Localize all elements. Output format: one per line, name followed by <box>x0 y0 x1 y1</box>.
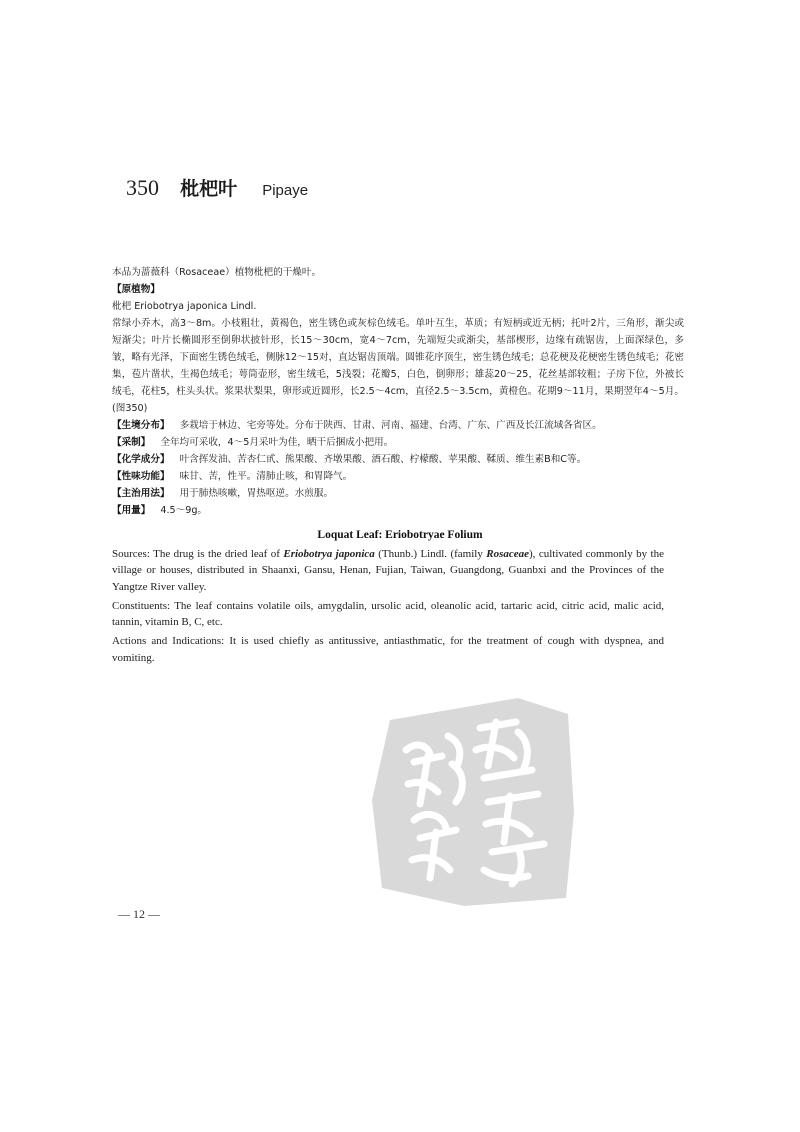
species-name: Eriobotrya japonica <box>283 548 375 560</box>
section-collection <box>112 434 684 451</box>
section-dosage <box>112 502 684 519</box>
english-title: Loquat Leaf: Eriobotryae Folium <box>317 529 483 541</box>
page-heading <box>126 174 308 201</box>
sources-text-a: Sources: The drug is the dried leaf of <box>112 548 284 560</box>
section-label-collection: 【采制】 <box>112 437 151 448</box>
section-properties <box>112 468 684 485</box>
intro-line: 本品为蔷薇科（Rosaceae）植物枇杷的干燥叶。 <box>112 267 322 278</box>
section-usage <box>112 485 684 502</box>
section-label-habitat: 【生境分布】 <box>112 420 170 431</box>
section-text-properties: 味甘、苦，性平。清肺止咳，和胃降气。 <box>179 471 353 482</box>
english-sources <box>112 546 664 595</box>
chinese-text-block <box>112 264 684 519</box>
plant-description: 常绿小乔木，高3～8m。小枝粗壮，黄褐色，密生锈色或灰棕色绒毛。单叶互生，革质；有短柄或近无柄；托叶2片，三角形，渐尖或短渐尖；叶片长椭圆形至倒卵状披针形，长15～30cm，宽4～7cm，先端短尖或渐尖，基部楔形，边缘有疏锯齿，上面深绿色，多皱，略有光泽，下面密生锈色绒毛，侧脉12～15对，直达锯齿顶端。圆锥花序顶生，密生锈色绒毛；总花梗及花梗密生锈色绒毛；花密集，苞片凿状，生褐色绒毛；萼筒壶形，密生绒毛，5浅裂；花瓣5，白色，倒卵形；雄蕊20～25，花丝基部较粗；子房下位，外被长绒毛，花柱5，柱头头状。浆果状梨果，卵形或近圆形，长2.5～4cm，直径2.5～3.5cm，黄橙色。花期9～11月，果期翌年4～5月。(图350) <box>112 318 684 414</box>
entry-number: 350 <box>126 175 159 200</box>
sources-text-c: ), cultivated commonly by the village or houses, distributed in Shaanxi, Gansu, Henan, Fujian, Taiwan, Guangdong, Guanbxi and the Provinces of the Yangtze River valley. <box>112 548 664 593</box>
family-name: Rosaceae <box>486 548 530 560</box>
sources-text-b: (Thunb.) Lindl. (family <box>374 548 487 560</box>
plant-species: 枇杷 Eriobotrya japonica Lindl. <box>112 301 257 312</box>
entry-chinese-name: 枇杷叶 <box>180 178 238 200</box>
section-text-chemistry: 叶含挥发油、苦杏仁甙、熊果酸、齐墩果酸、酒石酸、柠檬酸、苹果酸、鞣质、维生素B和C等。 <box>179 454 587 465</box>
english-actions: Actions and Indications: It is used chiefly as antitussive, antiasthmatic, for the treatment of cough with dyspnea, and vomiting. <box>112 635 664 664</box>
section-text-habitat: 多栽培于林边、宅旁等处。分布于陕西、甘肃、河南、福建、台湾、广东、广西及长江流域各省区。 <box>179 420 602 431</box>
section-habitat <box>112 417 684 434</box>
section-label-usage: 【主治用法】 <box>112 488 170 499</box>
section-label-dosage: 【用量】 <box>112 505 151 516</box>
section-label-properties: 【性味功能】 <box>112 471 170 482</box>
english-text-block <box>112 546 664 666</box>
seal-stamp-icon <box>368 692 578 908</box>
english-constituents: Constituents: The leaf contains volatile oils, amygdalin, ursolic acid, oleanolic acid, tartaric acid, citric acid, malic acid, tannin, vitamin B, C, etc. <box>112 599 664 629</box>
section-label-chemistry: 【化学成分】 <box>112 454 170 465</box>
section-chemistry <box>112 451 684 468</box>
section-text-usage: 用于肺热咳嗽，胃热呕逆。水煎服。 <box>179 488 334 499</box>
section-text-collection: 全年均可采收，4～5月采叶为佳，晒干后捆成小把用。 <box>160 437 394 448</box>
section-label-plant: 【原植物】 <box>112 284 160 295</box>
entry-pinyin: Pipaye <box>262 182 309 199</box>
section-text-dosage: 4.5～9g。 <box>160 505 208 516</box>
page-number: — 12 — <box>118 907 160 921</box>
